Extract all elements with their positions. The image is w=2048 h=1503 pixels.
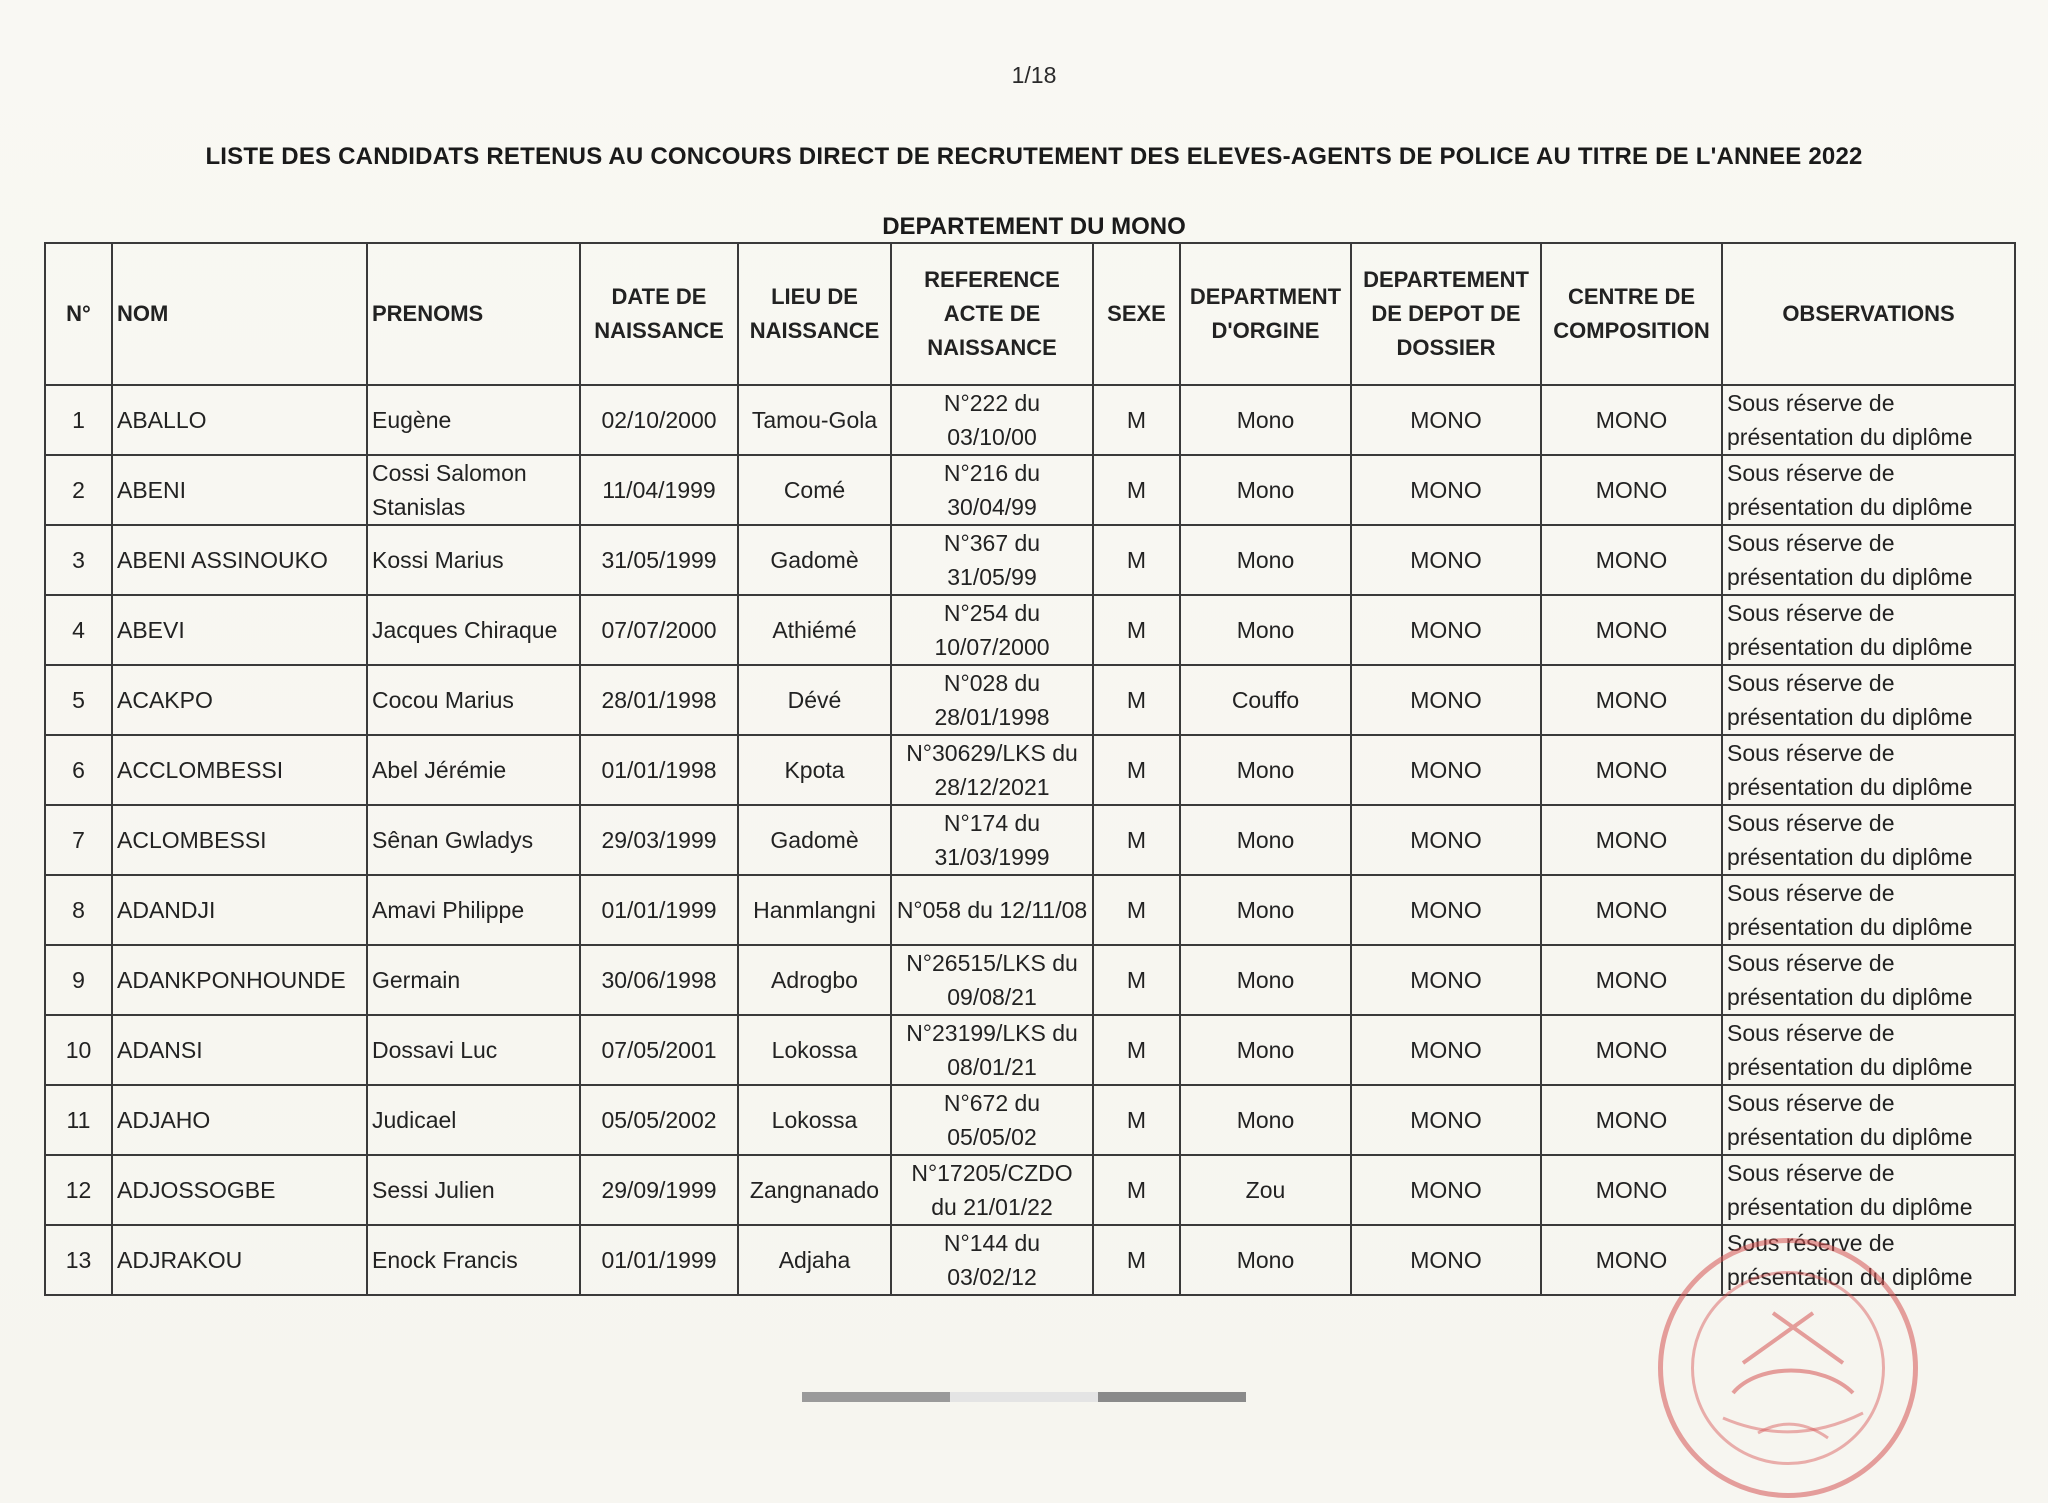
- cell-dept-depot: MONO: [1351, 1085, 1541, 1155]
- cell-dept-origine: Mono: [1180, 875, 1351, 945]
- cell-centre: MONO: [1541, 1155, 1722, 1225]
- cell-lieu: Gadomè: [738, 525, 891, 595]
- cell-sexe: M: [1093, 875, 1180, 945]
- cell-dept-depot: MONO: [1351, 805, 1541, 875]
- header-sexe: SEXE: [1093, 243, 1180, 385]
- cell-centre: MONO: [1541, 805, 1722, 875]
- cell-reference: N°174 du 31/03/1999: [891, 805, 1093, 875]
- cell-num: 9: [45, 945, 112, 1015]
- header-nom: NOM: [112, 243, 367, 385]
- cell-dept-depot: MONO: [1351, 735, 1541, 805]
- cell-date: 11/04/1999: [580, 455, 738, 525]
- cell-observations: Sous réserve de présentation du diplôme: [1722, 455, 2015, 525]
- cell-date: 30/06/1998: [580, 945, 738, 1015]
- cell-dept-origine: Mono: [1180, 385, 1351, 455]
- cell-num: 7: [45, 805, 112, 875]
- cell-num: 8: [45, 875, 112, 945]
- cell-lieu: Dévé: [738, 665, 891, 735]
- document-title: LISTE DES CANDIDATS RETENUS AU CONCOURS DIRECT DE RECRUTEMENT DES ELEVES-AGENTS DE POLICE AU TITRE DE L'ANNEE 2022: [205, 143, 1863, 170]
- cell-dept-depot: MONO: [1351, 1225, 1541, 1295]
- cell-num: 12: [45, 1155, 112, 1225]
- cell-num: 13: [45, 1225, 112, 1295]
- cell-date: 05/05/2002: [580, 1085, 738, 1155]
- cell-lieu: Zangnanado: [738, 1155, 891, 1225]
- cell-dept-depot: MONO: [1351, 1015, 1541, 1085]
- cell-sexe: M: [1093, 805, 1180, 875]
- cell-sexe: M: [1093, 735, 1180, 805]
- cell-reference: N°254 du 10/07/2000: [891, 595, 1093, 665]
- scan-mark-bar: [950, 1392, 1098, 1402]
- cell-prenoms: Sessi Julien: [367, 1155, 580, 1225]
- cell-sexe: M: [1093, 1225, 1180, 1295]
- cell-reference: N°222 du 03/10/00: [891, 385, 1093, 455]
- cell-lieu: Athiémé: [738, 595, 891, 665]
- cell-dept-origine: Zou: [1180, 1155, 1351, 1225]
- cell-reference: N°17205/CZDO du 21/01/22: [891, 1155, 1093, 1225]
- cell-sexe: M: [1093, 595, 1180, 665]
- cell-dept-origine: Mono: [1180, 525, 1351, 595]
- cell-nom: ABENI ASSINOUKO: [112, 525, 367, 595]
- department-title: DEPARTEMENT DU MONO: [882, 213, 1186, 240]
- cell-dept-depot: MONO: [1351, 455, 1541, 525]
- cell-sexe: M: [1093, 665, 1180, 735]
- cell-prenoms: Kossi Marius: [367, 525, 580, 595]
- cell-dept-origine: Mono: [1180, 735, 1351, 805]
- cell-observations: Sous réserve de présentation du diplôme: [1722, 1085, 2015, 1155]
- cell-prenoms: Eugène: [367, 385, 580, 455]
- cell-nom: ACCLOMBESSI: [112, 735, 367, 805]
- cell-date: 07/07/2000: [580, 595, 738, 665]
- cell-nom: ADANSI: [112, 1015, 367, 1085]
- cell-prenoms: Abel Jérémie: [367, 735, 580, 805]
- cell-dept-origine: Mono: [1180, 595, 1351, 665]
- cell-lieu: Adrogbo: [738, 945, 891, 1015]
- cell-reference: N°30629/LKS du 28/12/2021: [891, 735, 1093, 805]
- cell-observations: Sous réserve de présentation du diplôme: [1722, 1225, 2015, 1295]
- cell-num: 3: [45, 525, 112, 595]
- cell-lieu: Lokossa: [738, 1085, 891, 1155]
- cell-dept-depot: MONO: [1351, 665, 1541, 735]
- cell-prenoms: Dossavi Luc: [367, 1015, 580, 1085]
- cell-date: 01/01/1999: [580, 875, 738, 945]
- cell-dept-origine: Mono: [1180, 455, 1351, 525]
- cell-observations: Sous réserve de présentation du diplôme: [1722, 945, 2015, 1015]
- table-row: [45, 805, 2015, 875]
- header-num: N°: [45, 243, 112, 385]
- cell-centre: MONO: [1541, 595, 1722, 665]
- cell-nom: ADJRAKOU: [112, 1225, 367, 1295]
- cell-observations: Sous réserve de présentation du diplôme: [1722, 735, 2015, 805]
- cell-dept-origine: Mono: [1180, 945, 1351, 1015]
- table-row: [45, 455, 2015, 525]
- cell-dept-origine: Mono: [1180, 1015, 1351, 1085]
- scan-mark-bar: [802, 1392, 950, 1402]
- cell-date: 07/05/2001: [580, 1015, 738, 1085]
- cell-dept-depot: MONO: [1351, 385, 1541, 455]
- cell-reference: N°26515/LKS du 09/08/21: [891, 945, 1093, 1015]
- cell-dept-depot: MONO: [1351, 525, 1541, 595]
- cell-lieu: Hanmlangni: [738, 875, 891, 945]
- cell-prenoms: Sênan Gwladys: [367, 805, 580, 875]
- cell-prenoms: Germain: [367, 945, 580, 1015]
- cell-num: 10: [45, 1015, 112, 1085]
- cell-observations: Sous réserve de présentation du diplôme: [1722, 1155, 2015, 1225]
- cell-lieu: Gadomè: [738, 805, 891, 875]
- cell-nom: ADJOSSOGBE: [112, 1155, 367, 1225]
- table-row: [45, 1155, 2015, 1225]
- cell-dept-origine: Mono: [1180, 1225, 1351, 1295]
- cell-nom: ACAKPO: [112, 665, 367, 735]
- cell-observations: Sous réserve de présentation du diplôme: [1722, 875, 2015, 945]
- cell-date: 02/10/2000: [580, 385, 738, 455]
- cell-dept-depot: MONO: [1351, 1155, 1541, 1225]
- header-department-depot: DEPARTEMENT DE DEPOT DE DOSSIER: [1351, 243, 1541, 385]
- cell-date: 29/09/1999: [580, 1155, 738, 1225]
- cell-num: 5: [45, 665, 112, 735]
- cell-prenoms: Cossi Salomon Stanislas: [367, 455, 580, 525]
- cell-lieu: Adjaha: [738, 1225, 891, 1295]
- cell-nom: ABENI: [112, 455, 367, 525]
- cell-reference: N°672 du 05/05/02: [891, 1085, 1093, 1155]
- table-row: [45, 875, 2015, 945]
- table-row: [45, 525, 2015, 595]
- table-row: [45, 1085, 2015, 1155]
- cell-num: 1: [45, 385, 112, 455]
- cell-sexe: M: [1093, 455, 1180, 525]
- cell-dept-origine: Couffo: [1180, 665, 1351, 735]
- scan-mark-bar: [1098, 1392, 1246, 1402]
- stamp-emblem-icon: [1663, 1243, 1923, 1503]
- cell-prenoms: Jacques Chiraque: [367, 595, 580, 665]
- cell-observations: Sous réserve de présentation du diplôme: [1722, 595, 2015, 665]
- cell-dept-origine: Mono: [1180, 805, 1351, 875]
- header-department-origine: DEPARTMENT D'ORGINE: [1180, 243, 1351, 385]
- cell-nom: ABALLO: [112, 385, 367, 455]
- cell-lieu: Comé: [738, 455, 891, 525]
- cell-num: 4: [45, 595, 112, 665]
- cell-nom: ACLOMBESSI: [112, 805, 367, 875]
- cell-prenoms: Cocou Marius: [367, 665, 580, 735]
- table-row: [45, 595, 2015, 665]
- cell-observations: Sous réserve de présentation du diplôme: [1722, 385, 2015, 455]
- cell-date: 01/01/1999: [580, 1225, 738, 1295]
- cell-reference: N°058 du 12/11/08: [891, 875, 1093, 945]
- cell-num: 11: [45, 1085, 112, 1155]
- cell-reference: N°216 du 30/04/99: [891, 455, 1093, 525]
- header-date-naissance: DATE DE NAISSANCE: [580, 243, 738, 385]
- cell-centre: MONO: [1541, 1085, 1722, 1155]
- cell-centre: MONO: [1541, 455, 1722, 525]
- cell-centre: MONO: [1541, 525, 1722, 595]
- cell-sexe: M: [1093, 1155, 1180, 1225]
- cell-sexe: M: [1093, 385, 1180, 455]
- cell-reference: N°23199/LKS du 08/01/21: [891, 1015, 1093, 1085]
- cell-prenoms: Judicael: [367, 1085, 580, 1155]
- cell-nom: ADANDJI: [112, 875, 367, 945]
- cell-sexe: M: [1093, 945, 1180, 1015]
- cell-nom: ADJAHO: [112, 1085, 367, 1155]
- cell-num: 2: [45, 455, 112, 525]
- cell-sexe: M: [1093, 1085, 1180, 1155]
- cell-sexe: M: [1093, 525, 1180, 595]
- cell-date: 01/01/1998: [580, 735, 738, 805]
- header-prenoms: PRENOMS: [367, 243, 580, 385]
- table-row: [45, 385, 2015, 455]
- official-stamp-icon: [1658, 1238, 1918, 1498]
- table-header-row: [45, 243, 2015, 385]
- cell-nom: ABEVI: [112, 595, 367, 665]
- header-centre-composition: CENTRE DE COMPOSITION: [1541, 243, 1722, 385]
- cell-sexe: M: [1093, 1015, 1180, 1085]
- cell-observations: Sous réserve de présentation du diplôme: [1722, 1015, 2015, 1085]
- cell-dept-origine: Mono: [1180, 1085, 1351, 1155]
- cell-lieu: Kpota: [738, 735, 891, 805]
- cell-num: 6: [45, 735, 112, 805]
- header-lieu-naissance: LIEU DE NAISSANCE: [738, 243, 891, 385]
- cell-dept-depot: MONO: [1351, 595, 1541, 665]
- cell-prenoms: Amavi Philippe: [367, 875, 580, 945]
- cell-reference: N°367 du 31/05/99: [891, 525, 1093, 595]
- cell-centre: MONO: [1541, 945, 1722, 1015]
- cell-lieu: Tamou-Gola: [738, 385, 891, 455]
- cell-nom: ADANKPONHOUNDE: [112, 945, 367, 1015]
- table-row: [45, 665, 2015, 735]
- cell-observations: Sous réserve de présentation du diplôme: [1722, 665, 2015, 735]
- table-row: [45, 945, 2015, 1015]
- cell-reference: N°144 du 03/02/12: [891, 1225, 1093, 1295]
- cell-date: 28/01/1998: [580, 665, 738, 735]
- cell-date: 31/05/1999: [580, 525, 738, 595]
- cell-date: 29/03/1999: [580, 805, 738, 875]
- cell-centre: MONO: [1541, 735, 1722, 805]
- table-row: [45, 1015, 2015, 1085]
- cell-reference: N°028 du 28/01/1998: [891, 665, 1093, 735]
- cell-centre: MONO: [1541, 665, 1722, 735]
- cell-dept-depot: MONO: [1351, 875, 1541, 945]
- cell-observations: Sous réserve de présentation du diplôme: [1722, 805, 2015, 875]
- cell-centre: MONO: [1541, 385, 1722, 455]
- cell-observations: Sous réserve de présentation du diplôme: [1722, 525, 2015, 595]
- cell-dept-depot: MONO: [1351, 945, 1541, 1015]
- cell-centre: MONO: [1541, 1225, 1722, 1295]
- header-reference-acte: REFERENCE ACTE DE NAISSANCE: [891, 243, 1093, 385]
- candidates-table: [44, 242, 2016, 1296]
- cell-centre: MONO: [1541, 1015, 1722, 1085]
- page-number: 1/18: [1011, 62, 1057, 88]
- cell-prenoms: Enock Francis: [367, 1225, 580, 1295]
- cell-centre: MONO: [1541, 875, 1722, 945]
- cell-lieu: Lokossa: [738, 1015, 891, 1085]
- header-observations: OBSERVATIONS: [1722, 243, 2015, 385]
- table-row: [45, 735, 2015, 805]
